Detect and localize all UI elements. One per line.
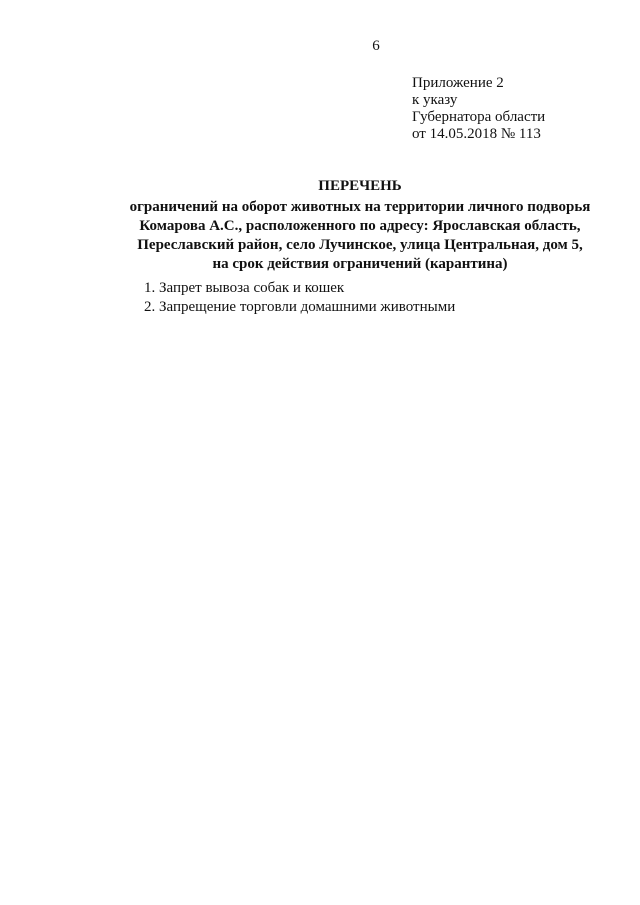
heading-line: на срок действия ограничений (карантина) [212, 256, 508, 272]
appendix-block [412, 75, 545, 143]
appendix-line: к указу [412, 92, 458, 108]
appendix-line: Приложение 2 [412, 75, 504, 91]
heading-line: Переславский район, село Лучинское, улица Центральная, дом 5, [137, 237, 583, 253]
document-heading [100, 177, 620, 274]
list-item: 1. Запрет вывоза собак и кошек [144, 280, 345, 296]
list-item: 2. Запрещение торговли домашними животными [144, 299, 456, 315]
page-number: 6 [372, 38, 380, 54]
heading-line: ограничений на оборот животных на территории личного подворья [129, 199, 591, 215]
appendix-line: Губернатора области [412, 109, 546, 125]
restrictions-list [144, 279, 455, 317]
document-title: ПЕРЕЧЕНЬ [318, 178, 402, 194]
heading-line: Комарова А.С., расположенного по адресу: Ярославская область, [139, 218, 581, 234]
appendix-date-line: от 14.05.2018 № 113 [412, 126, 541, 142]
